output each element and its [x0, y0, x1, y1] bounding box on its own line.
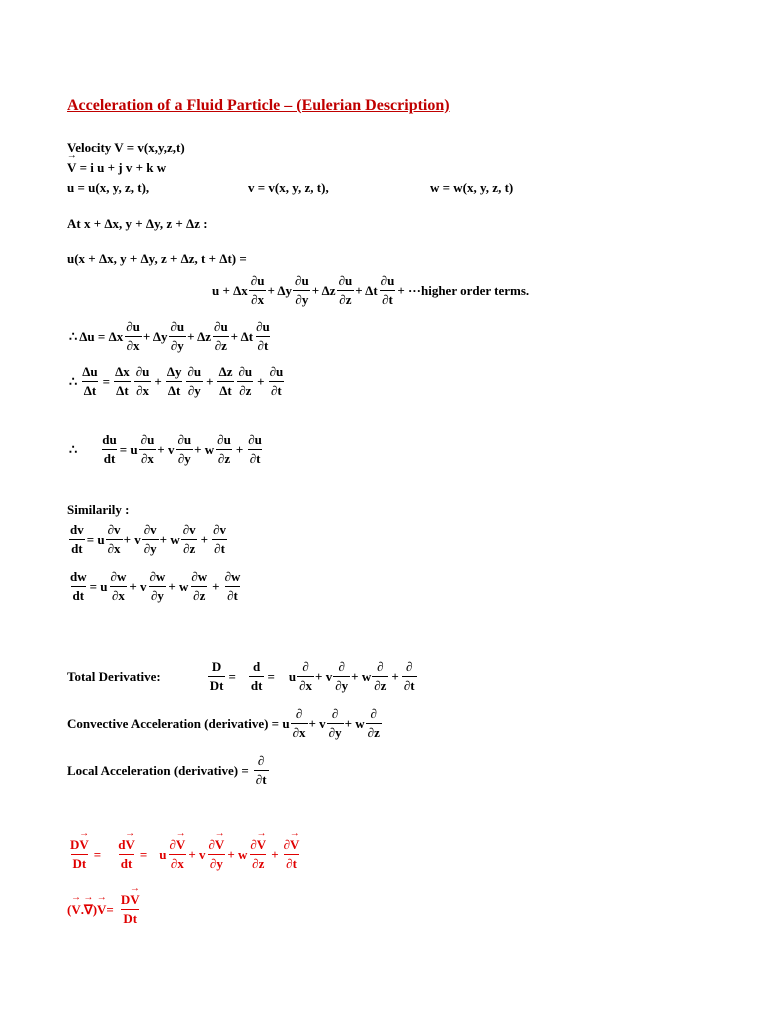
convective-acceleration: Convective Acceleration (derivative) = u $\frac{\partial}{\partial x}$ + v $\frac{\partial}{\partial y}$ + w $\frac{\partial}{\partial z}$ [67, 706, 380, 740]
fraction: $\frac{\partial u}{\partial x}$ [135, 364, 150, 398]
total-derivative-label: Total Derivative: [67, 668, 161, 684]
fraction: $\frac{\Delta u}{\Delta t}$ [82, 364, 98, 398]
fraction: $\frac{\partial u}{\partial t}$ [269, 364, 284, 398]
fraction: $\frac{\partial u}{\partial y}$ [177, 432, 192, 466]
fraction: $\frac{\partial u}{\partial y}$ [187, 364, 202, 398]
taylor-lhs: u(x + Δx, y + Δy, z + Δz, t + Δt) = [67, 251, 247, 266]
at-line: At x + Δx, y + Δy, z + Δz : [67, 216, 208, 231]
fraction: $\frac{dv}{dt}$ [70, 522, 84, 556]
fraction: $\frac{du}{dt}$ [102, 432, 117, 466]
vector-velocity-line [67, 160, 166, 176]
fraction: $\frac{\partial u}{\partial t}$ [256, 319, 270, 353]
u-definition: u = u(x, y, z, t), [67, 180, 150, 195]
fraction: $\frac{\Delta z}{\Delta t}$ [218, 364, 233, 398]
fraction: $\frac{\partial\to V}{\partial z}$ [248, 838, 268, 871]
dv-dt-equation: $\frac{dv}{dt}$ = u $\frac{\partial v}{\partial x}$ + v $\frac{\partial v}{\partial y}$ + w $\frac{\partial v}{\partial z}$ + $\frac{\partial v}{\partial t}$ [70, 522, 227, 556]
delta-u-equation: ∴ Δu = Δx $\frac{\partial u}{\partial x}$ + Δy $\frac{\partial u}{\partial y}$ + Δz $\frac{\partial u}{\partial z}$ + Δt $\frac{\partial u}{\partial t}$ [69, 319, 270, 353]
fraction: $\frac{D\to V}{Dt}$ [68, 838, 91, 871]
vector-components: = i u + j v + k w [76, 160, 167, 175]
fraction: $\frac{\partial\to V}{\partial x}$ [167, 838, 187, 871]
fraction: $\frac{\partial\to V}{\partial t}$ [282, 838, 302, 871]
fraction: $\frac{\partial}{\partial y}$ [335, 659, 349, 693]
fraction: $\frac{\Delta y}{\Delta t}$ [166, 364, 182, 398]
fraction: $\frac{\partial}{\partial z}$ [374, 659, 387, 693]
fraction: $\frac{\partial u}{\partial y}$ [170, 319, 185, 353]
fraction: $\frac{\partial}{\partial x}$ [292, 706, 306, 740]
fraction: $\frac{\partial\to V}{\partial y}$ [206, 838, 226, 871]
fraction: $\frac{D}{Dt}$ [209, 659, 224, 693]
fraction: $\frac{\partial u}{\partial y}$ [295, 273, 309, 307]
fraction: $\frac{\partial u}{\partial z}$ [217, 432, 231, 466]
taylor-expansion: u + Δx $\frac{\partial u}{\partial x}$ + Δy $\frac{\partial u}{\partial y}$ + Δz $\frac{\partial u}{\partial z}$ + Δt $\frac{\partial u}{\partial t}$ + ···higher order terms. [212, 273, 530, 307]
dw-dt-equation: $\frac{dw}{dt}$ = u $\frac{\partial w}{\partial x}$ + v $\frac{\partial w}{\partial y}$ + w $\frac{\partial w}{\partial z}$ + $\frac{\partial w}{\partial t}$ [70, 569, 241, 603]
similarly-heading: Similarily : [67, 502, 130, 517]
fraction: $\frac{\partial}{\partial y}$ [328, 706, 342, 740]
vector-V: → V [67, 160, 76, 176]
page-title: Acceleration of a Fluid Particle – (Eulerian Description) [67, 97, 450, 114]
fraction: $\frac{\partial u}{\partial x}$ [126, 319, 140, 353]
du-dt-equation: ∴ $\frac{du}{dt}$ = u $\frac{\partial u}{\partial x}$ + v $\frac{\partial u}{\partial y}$ + w $\frac{\partial u}{\partial z}$ + $\frac{\partial u}{\partial t}$ [69, 432, 262, 466]
vector-total-derivative: $\frac{D\to V}{Dt}$ = $\frac{d\to V}{dt}$ = u $\frac{\partial\to V}{\partial x}$ + v $\frac{\partial\to V}{\partial y}$ + w $\frac{\partial\to V}{\partial z}$ + $\frac{\partial\to V}{\partial t}$ [67, 838, 302, 871]
fraction: $\frac{\partial v}{\partial y}$ [143, 522, 157, 556]
fraction: $\frac{\partial}{\partial x}$ [299, 659, 313, 693]
fraction: $\frac{\Delta x}{\Delta t}$ [115, 364, 130, 398]
convective-label: Convective Acceleration (derivative) = u [67, 715, 290, 731]
fraction: $\frac{d\to V}{dt}$ [116, 838, 137, 871]
local-acceleration [67, 754, 270, 787]
fraction: $\frac{D\to V}{Dt}$ [119, 893, 142, 926]
fraction: $\frac{dw}{dt}$ [70, 569, 87, 603]
fraction: $\frac{\partial u}{\partial x}$ [140, 432, 155, 466]
ratio-equation: ∴ $\frac{\Delta u}{\Delta t}$ = $\frac{\Delta x}{\Delta t}$ $\frac{\partial u}{\partial x}$ + $\frac{\Delta y}{\Delta t}$ $\frac{\partial u}{\partial y}$ + $\frac{\Delta z}{\Delta t}$ $\frac{\partial u}{\partial z}$ + $\frac{\partial u}{\partial t}$ [69, 364, 284, 398]
fraction: $\frac{\partial}{\partial t}$ [255, 753, 267, 787]
fraction: $\frac{\partial}{\partial z}$ [367, 706, 380, 740]
fraction: $\frac{\partial w}{\partial y}$ [149, 569, 166, 603]
fraction: $\frac{\partial u}{\partial z}$ [214, 319, 228, 353]
fraction: $\frac{\partial w}{\partial z}$ [191, 569, 208, 603]
fraction: $\frac{\partial u}{\partial z}$ [338, 273, 353, 307]
fraction: $\frac{\partial v}{\partial x}$ [107, 522, 121, 556]
fraction: $\frac{\partial u}{\partial t}$ [248, 432, 262, 466]
local-label: Local Acceleration (derivative) = [67, 762, 249, 778]
total-derivative-equation: Total Derivative: $\frac{D}{Dt}$ = $\frac{d}{dt}$ = u $\frac{\partial}{\partial x}$ + v $\frac{\partial}{\partial y}$ + w $\frac{\partial}{\partial z}$ + $\frac{\partial}{\partial t}$ [67, 659, 415, 693]
fraction: $\frac{\partial u}{\partial x}$ [250, 273, 265, 307]
velocity-line: Velocity V = v(x,y,z,t) [67, 140, 185, 155]
fraction: $\frac{\partial}{\partial t}$ [403, 659, 415, 693]
vector-convective-identity: ( → V . → ∇ ) → V = $\frac{D\to V}{Dt}$ [67, 893, 143, 926]
fraction: $\frac{\partial w}{\partial t}$ [224, 569, 241, 603]
fraction: $\frac{\partial v}{\partial z}$ [182, 522, 196, 556]
v-definition: v = v(x, y, z, t), [248, 180, 329, 195]
fraction: $\frac{d}{dt}$ [250, 659, 263, 693]
fraction: $\frac{\partial v}{\partial t}$ [213, 522, 227, 556]
fraction: $\frac{\partial u}{\partial t}$ [380, 273, 395, 307]
fraction: $\frac{\partial w}{\partial x}$ [110, 569, 127, 603]
w-definition: w = w(x, y, z, t) [430, 180, 514, 195]
fraction: $\frac{\partial u}{\partial z}$ [238, 364, 253, 398]
